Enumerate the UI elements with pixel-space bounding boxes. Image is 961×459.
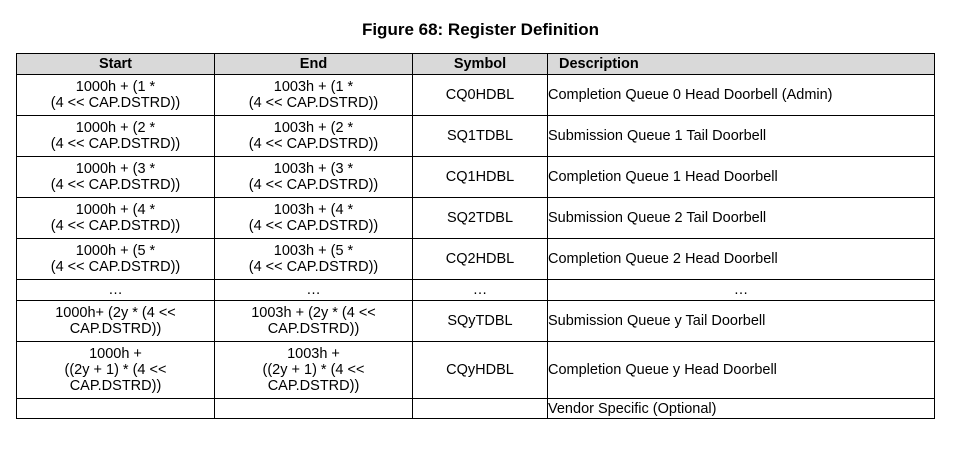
end-line: 1003h + (3 * — [273, 161, 354, 177]
start-cell — [17, 301, 215, 342]
header-description: Description — [548, 54, 935, 75]
end-line: 1003h + (1 * — [273, 79, 354, 95]
description-cell: Submission Queue 2 Tail Doorbell — [548, 198, 935, 239]
description-cell: Submission Queue y Tail Doorbell — [548, 301, 935, 342]
symbol-cell: CQ2HDBL — [413, 239, 548, 280]
start-line: (4 << CAP.DSTRD)) — [50, 218, 181, 234]
start-line: 1000h + (3 * — [75, 161, 156, 177]
description-cell: … — [548, 280, 935, 301]
start-cell — [17, 198, 215, 239]
start-line: CAP.DSTRD)) — [69, 321, 162, 337]
start-line: CAP.DSTRD)) — [69, 378, 162, 394]
start-line: 1000h+ (2y * (4 << — [55, 305, 176, 321]
description-cell: Completion Queue 0 Head Doorbell (Admin) — [548, 75, 935, 116]
end-cell — [215, 399, 413, 419]
symbol-cell: CQyHDBL — [413, 342, 548, 399]
start-line: (4 << CAP.DSTRD)) — [50, 177, 181, 193]
description-cell: Vendor Specific (Optional) — [548, 399, 935, 419]
start-line: (4 << CAP.DSTRD)) — [50, 259, 181, 275]
table-row — [17, 75, 935, 116]
end-cell — [215, 157, 413, 198]
end-line: (4 << CAP.DSTRD)) — [248, 259, 379, 275]
end-line: 1003h + — [287, 346, 340, 362]
figure-title: Figure 68: Register Definition — [361, 20, 600, 39]
table-body — [17, 75, 935, 419]
end-line: (4 << CAP.DSTRD)) — [248, 136, 379, 152]
start-line: 1000h + — [89, 346, 142, 362]
end-cell — [215, 116, 413, 157]
start-line: 1000h + (4 * — [75, 202, 156, 218]
header-end: End — [215, 54, 413, 75]
header-start: Start — [17, 54, 215, 75]
table-row — [17, 280, 935, 301]
table-row — [17, 239, 935, 280]
end-line: CAP.DSTRD)) — [267, 378, 360, 394]
symbol-cell: CQ1HDBL — [413, 157, 548, 198]
symbol-cell — [413, 399, 548, 419]
start-cell — [17, 116, 215, 157]
header-symbol: Symbol — [413, 54, 548, 75]
start-line: (4 << CAP.DSTRD)) — [50, 95, 181, 111]
symbol-cell: CQ0HDBL — [413, 75, 548, 116]
end-cell — [215, 342, 413, 399]
table-row — [17, 198, 935, 239]
end-line: CAP.DSTRD)) — [267, 321, 360, 337]
end-line: (4 << CAP.DSTRD)) — [248, 177, 379, 193]
description-cell: Completion Queue 2 Head Doorbell — [548, 239, 935, 280]
end-cell — [215, 301, 413, 342]
start-cell — [17, 239, 215, 280]
description-cell: Completion Queue 1 Head Doorbell — [548, 157, 935, 198]
start-line: … — [108, 282, 123, 298]
table-row — [17, 399, 935, 419]
end-line: (4 << CAP.DSTRD)) — [248, 95, 379, 111]
table-row — [17, 301, 935, 342]
end-cell — [215, 75, 413, 116]
start-line: 1000h + (5 * — [75, 243, 156, 259]
header-row — [17, 54, 935, 75]
start-line: 1000h + (1 * — [75, 79, 156, 95]
symbol-cell: … — [413, 280, 548, 301]
symbol-cell: SQyTDBL — [413, 301, 548, 342]
start-cell — [17, 342, 215, 399]
start-line: 1000h + (2 * — [75, 120, 156, 136]
table-row — [17, 342, 935, 399]
end-line: 1003h + (2y * (4 << — [251, 305, 376, 321]
table-row — [17, 116, 935, 157]
description-cell: Completion Queue y Head Doorbell — [548, 342, 935, 399]
end-line: 1003h + (4 * — [273, 202, 354, 218]
end-cell — [215, 239, 413, 280]
end-line: 1003h + (2 * — [273, 120, 354, 136]
end-line: (4 << CAP.DSTRD)) — [248, 218, 379, 234]
end-line: … — [306, 282, 321, 298]
start-cell — [17, 157, 215, 198]
start-line: (4 << CAP.DSTRD)) — [50, 136, 181, 152]
end-cell — [215, 198, 413, 239]
start-cell — [17, 399, 215, 419]
symbol-cell: SQ2TDBL — [413, 198, 548, 239]
end-line: ((2y + 1) * (4 << — [262, 362, 365, 378]
register-table — [16, 53, 935, 419]
table-row — [17, 157, 935, 198]
end-line: 1003h + (5 * — [273, 243, 354, 259]
start-line: ((2y + 1) * (4 << — [64, 362, 167, 378]
end-cell — [215, 280, 413, 301]
description-cell: Submission Queue 1 Tail Doorbell — [548, 116, 935, 157]
symbol-cell: SQ1TDBL — [413, 116, 548, 157]
start-cell — [17, 75, 215, 116]
start-cell — [17, 280, 215, 301]
